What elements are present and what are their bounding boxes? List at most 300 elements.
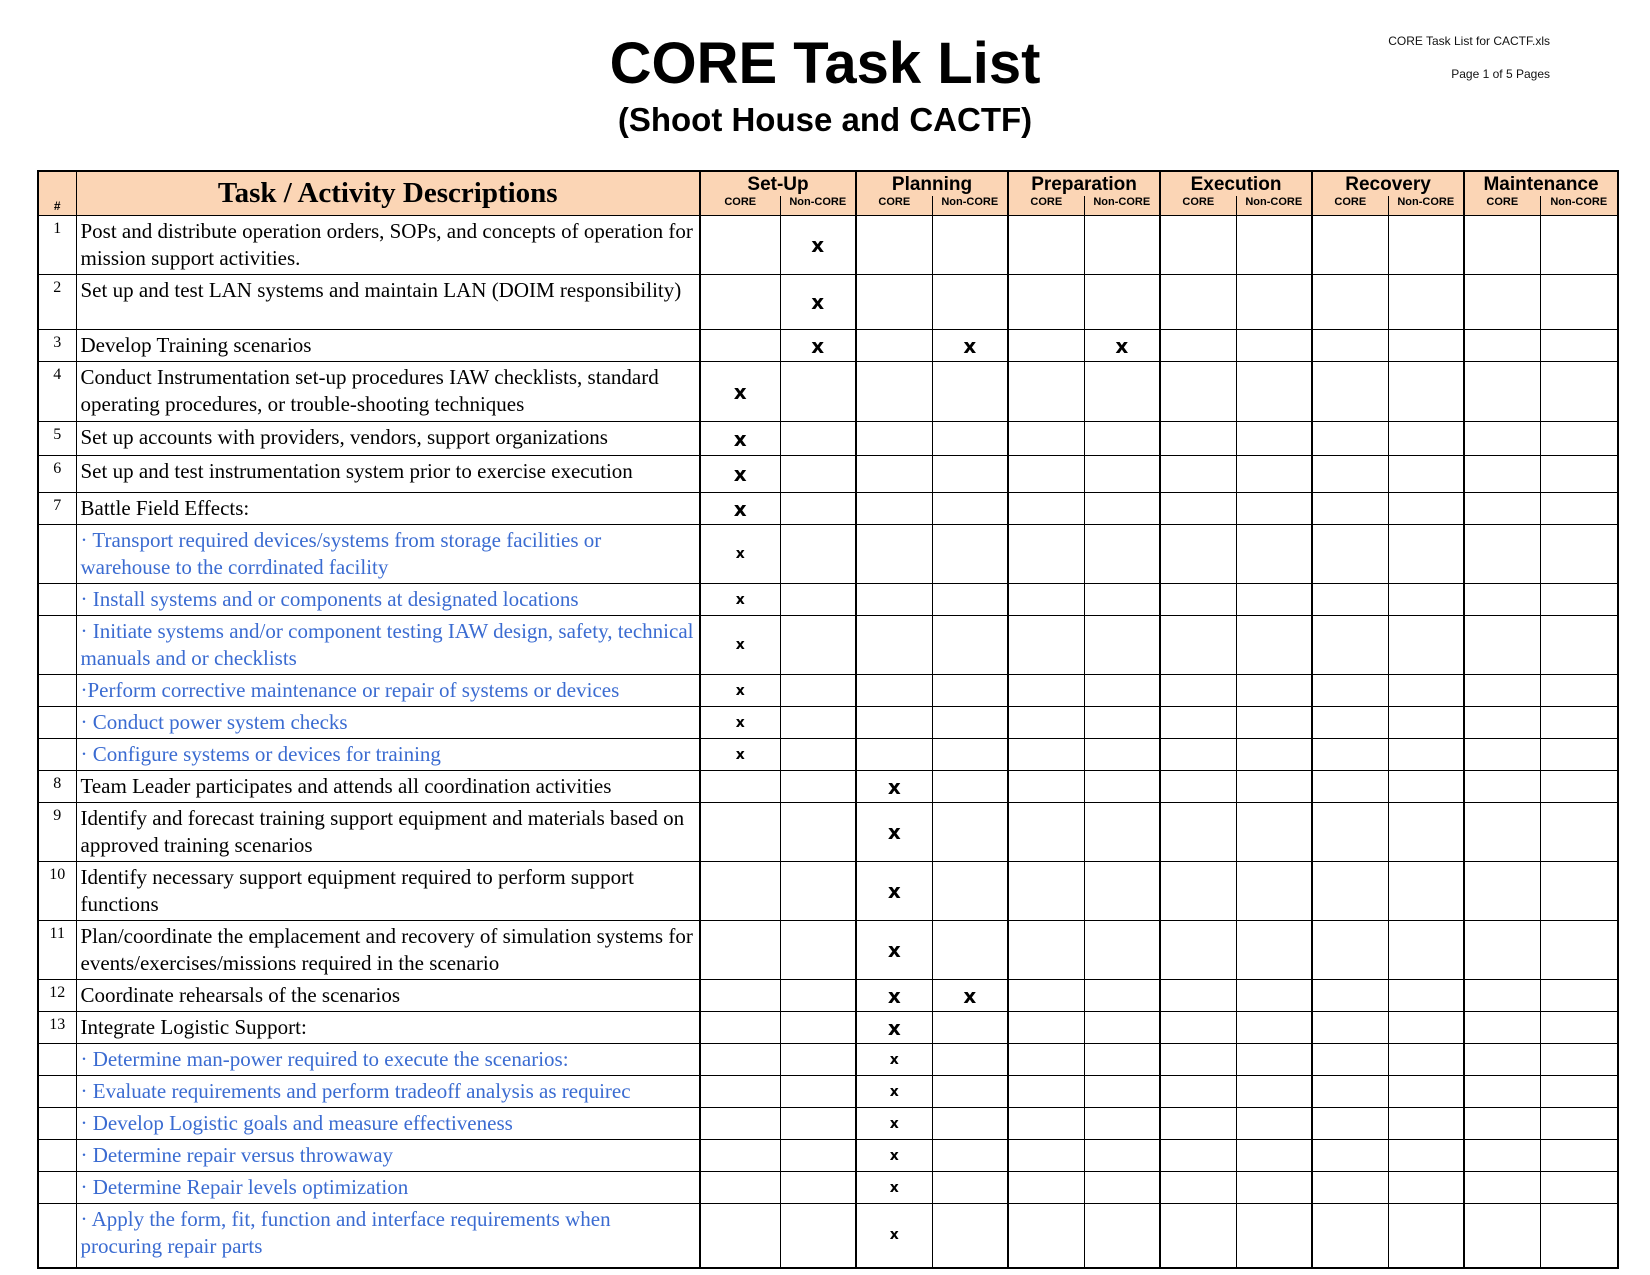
core-mark-cell — [700, 771, 780, 803]
phase-header-setup: Set-Up — [700, 171, 856, 196]
row-number: 11 — [38, 921, 76, 980]
core-mark-cell — [1464, 739, 1540, 771]
table-row — [38, 616, 1618, 675]
core-mark-cell — [1464, 330, 1540, 362]
page-title: CORE Task List — [609, 31, 1041, 96]
noncore-mark-cell — [932, 771, 1008, 803]
noncore-mark-cell — [1540, 275, 1618, 330]
core-mark-cell — [700, 862, 780, 921]
core-subheader: CORE — [1464, 196, 1540, 216]
num-column-header: # — [38, 171, 76, 216]
table-row — [38, 1140, 1618, 1172]
core-mark-cell — [1312, 1108, 1388, 1140]
core-mark-cell — [700, 739, 780, 771]
core-mark-cell — [856, 921, 932, 980]
core-mark-cell — [700, 675, 780, 707]
core-mark-cell — [1312, 422, 1388, 456]
noncore-mark-cell — [932, 803, 1008, 862]
row-number — [38, 1140, 76, 1172]
phase-header-planning: Planning — [856, 171, 1008, 196]
core-mark-cell — [1008, 1204, 1084, 1268]
noncore-subheader: Non-CORE — [1388, 196, 1464, 216]
core-mark-cell — [1008, 1172, 1084, 1204]
core-mark-cell — [1008, 456, 1084, 493]
core-mark-cell — [1160, 616, 1236, 675]
core-mark-cell — [700, 921, 780, 980]
x-mark-icon: x — [889, 1227, 899, 1244]
x-mark-icon: x — [889, 1179, 899, 1196]
noncore-subheader: Non-CORE — [1084, 196, 1160, 216]
noncore-mark-cell — [1236, 675, 1312, 707]
subtask-description: ·Perform corrective maintenance or repair of systems or devices — [76, 675, 700, 707]
noncore-mark-cell — [1236, 1012, 1312, 1044]
task-description: Develop Training scenarios — [76, 330, 700, 362]
core-mark-cell — [1312, 862, 1388, 921]
core-mark-cell — [1008, 216, 1084, 275]
x-mark-icon: x — [735, 682, 745, 699]
noncore-mark-cell — [780, 330, 856, 362]
row-number: 13 — [38, 1012, 76, 1044]
noncore-mark-cell — [1540, 330, 1618, 362]
noncore-mark-cell — [932, 216, 1008, 275]
table-row — [38, 330, 1618, 362]
core-mark-cell — [1160, 862, 1236, 921]
row-number — [38, 1076, 76, 1108]
core-mark-cell — [1008, 707, 1084, 739]
x-mark-icon: x — [733, 379, 747, 404]
noncore-mark-cell — [780, 1044, 856, 1076]
core-mark-cell — [1008, 616, 1084, 675]
task-description: Post and distribute operation orders, SOPs, and concepts of operation for mission support activities. — [76, 216, 700, 275]
subtask-description: · Apply the form, fit, function and interface requirements when procuring repair parts — [76, 1204, 700, 1268]
core-mark-cell — [1464, 675, 1540, 707]
noncore-mark-cell — [932, 1076, 1008, 1108]
x-mark-icon: x — [733, 426, 747, 451]
core-mark-cell — [1160, 1140, 1236, 1172]
table-row — [38, 771, 1618, 803]
core-mark-cell — [1008, 362, 1084, 422]
table-row — [38, 921, 1618, 980]
noncore-mark-cell — [780, 803, 856, 862]
x-mark-icon: x — [887, 938, 901, 962]
noncore-mark-cell — [1084, 1172, 1160, 1204]
task-table — [37, 170, 1619, 1269]
core-mark-cell — [700, 803, 780, 862]
core-mark-cell — [856, 1204, 932, 1268]
noncore-mark-cell — [1236, 739, 1312, 771]
core-mark-cell — [1160, 921, 1236, 980]
noncore-subheader: Non-CORE — [780, 196, 856, 216]
task-description: Integrate Logistic Support: — [76, 1012, 700, 1044]
core-mark-cell — [1008, 422, 1084, 456]
core-mark-cell — [856, 1012, 932, 1044]
core-mark-cell — [856, 1076, 932, 1108]
noncore-mark-cell — [1540, 803, 1618, 862]
noncore-mark-cell — [780, 584, 856, 616]
phase-header-preparation: Preparation — [1008, 171, 1160, 196]
core-mark-cell — [1008, 275, 1084, 330]
core-mark-cell — [1464, 1140, 1540, 1172]
noncore-subheader: Non-CORE — [932, 196, 1008, 216]
noncore-mark-cell — [780, 675, 856, 707]
core-mark-cell — [700, 456, 780, 493]
table-row — [38, 1044, 1618, 1076]
noncore-mark-cell — [1084, 584, 1160, 616]
core-mark-cell — [856, 803, 932, 862]
core-mark-cell — [700, 707, 780, 739]
noncore-mark-cell — [1388, 1108, 1464, 1140]
noncore-mark-cell — [1388, 675, 1464, 707]
table-row — [38, 1012, 1618, 1044]
noncore-mark-cell — [932, 584, 1008, 616]
noncore-mark-cell — [1236, 584, 1312, 616]
noncore-mark-cell — [780, 1140, 856, 1172]
task-description: Set up accounts with providers, vendors, support organizations — [76, 422, 700, 456]
task-description: Coordinate rehearsals of the scenarios — [76, 980, 700, 1012]
noncore-mark-cell — [1540, 1140, 1618, 1172]
core-mark-cell — [1160, 1172, 1236, 1204]
noncore-mark-cell — [1084, 422, 1160, 456]
noncore-mark-cell — [1236, 275, 1312, 330]
noncore-mark-cell — [1540, 456, 1618, 493]
core-mark-cell — [1160, 675, 1236, 707]
noncore-mark-cell — [1084, 1140, 1160, 1172]
noncore-mark-cell — [1084, 1044, 1160, 1076]
core-mark-cell — [856, 422, 932, 456]
noncore-mark-cell — [1236, 1108, 1312, 1140]
noncore-mark-cell — [780, 1076, 856, 1108]
core-mark-cell — [700, 1012, 780, 1044]
core-mark-cell — [1464, 921, 1540, 980]
noncore-mark-cell — [780, 739, 856, 771]
core-mark-cell — [856, 739, 932, 771]
noncore-mark-cell — [1236, 1140, 1312, 1172]
core-mark-cell — [1312, 1076, 1388, 1108]
core-mark-cell — [1464, 1044, 1540, 1076]
core-mark-cell — [700, 525, 780, 584]
core-mark-cell — [700, 1140, 780, 1172]
core-mark-cell — [1160, 707, 1236, 739]
core-mark-cell — [856, 862, 932, 921]
noncore-mark-cell — [1540, 980, 1618, 1012]
noncore-subheader: Non-CORE — [1236, 196, 1312, 216]
noncore-mark-cell — [1540, 422, 1618, 456]
phase-header-maintenance: Maintenance — [1464, 171, 1618, 196]
noncore-mark-cell — [1084, 362, 1160, 422]
noncore-mark-cell — [1236, 525, 1312, 584]
noncore-mark-cell — [1388, 584, 1464, 616]
noncore-mark-cell — [1540, 216, 1618, 275]
noncore-mark-cell — [1388, 1076, 1464, 1108]
core-subheader: CORE — [1008, 196, 1084, 216]
subtask-description: · Determine Repair levels optimization — [76, 1172, 700, 1204]
noncore-mark-cell — [1236, 1076, 1312, 1108]
core-mark-cell — [1008, 584, 1084, 616]
core-mark-cell — [1312, 739, 1388, 771]
noncore-subheader: Non-CORE — [1540, 196, 1618, 216]
task-description: Identify necessary support equipment required to perform support functions — [76, 862, 700, 921]
noncore-mark-cell — [1388, 330, 1464, 362]
core-mark-cell — [1008, 771, 1084, 803]
noncore-mark-cell — [932, 1172, 1008, 1204]
header-row-groups — [38, 171, 1618, 196]
table-row — [38, 739, 1618, 771]
core-mark-cell — [1008, 1044, 1084, 1076]
core-mark-cell — [1160, 330, 1236, 362]
x-mark-icon: x — [811, 290, 825, 314]
core-mark-cell — [1464, 584, 1540, 616]
row-number — [38, 584, 76, 616]
subtask-description: · Determine man-power required to execute the scenarios: — [76, 1044, 700, 1076]
core-mark-cell — [1008, 921, 1084, 980]
core-mark-cell — [856, 616, 932, 675]
table-row — [38, 456, 1618, 493]
core-mark-cell — [1464, 1012, 1540, 1044]
noncore-mark-cell — [932, 675, 1008, 707]
x-mark-icon: x — [735, 714, 745, 731]
x-mark-icon: x — [811, 333, 825, 358]
core-mark-cell — [1160, 275, 1236, 330]
core-mark-cell — [1160, 1204, 1236, 1268]
noncore-mark-cell — [1540, 584, 1618, 616]
noncore-mark-cell — [780, 422, 856, 456]
core-subheader: CORE — [856, 196, 932, 216]
noncore-mark-cell — [1084, 862, 1160, 921]
noncore-mark-cell — [932, 422, 1008, 456]
noncore-mark-cell — [780, 771, 856, 803]
table-row — [38, 675, 1618, 707]
core-mark-cell — [1008, 1140, 1084, 1172]
noncore-mark-cell — [1084, 493, 1160, 525]
x-mark-icon: x — [889, 1051, 899, 1068]
row-number — [38, 1204, 76, 1268]
core-mark-cell — [1312, 493, 1388, 525]
row-number — [38, 1044, 76, 1076]
x-mark-icon: x — [889, 1115, 899, 1132]
noncore-mark-cell — [1236, 707, 1312, 739]
noncore-mark-cell — [1388, 1044, 1464, 1076]
noncore-mark-cell — [1084, 616, 1160, 675]
core-mark-cell — [1464, 980, 1540, 1012]
core-mark-cell — [1160, 1076, 1236, 1108]
core-mark-cell — [1312, 1140, 1388, 1172]
noncore-mark-cell — [1084, 980, 1160, 1012]
noncore-mark-cell — [1388, 739, 1464, 771]
core-mark-cell — [1312, 456, 1388, 493]
core-mark-cell — [1008, 675, 1084, 707]
core-mark-cell — [1160, 739, 1236, 771]
row-number — [38, 1108, 76, 1140]
noncore-mark-cell — [1388, 771, 1464, 803]
noncore-mark-cell — [932, 1140, 1008, 1172]
x-mark-icon: x — [733, 462, 747, 486]
table-row — [38, 803, 1618, 862]
core-mark-cell — [700, 330, 780, 362]
core-mark-cell — [1008, 1108, 1084, 1140]
noncore-mark-cell — [1084, 1204, 1160, 1268]
row-number — [38, 739, 76, 771]
noncore-mark-cell — [1388, 921, 1464, 980]
noncore-mark-cell — [1388, 1012, 1464, 1044]
noncore-mark-cell — [1084, 1108, 1160, 1140]
core-mark-cell — [1464, 771, 1540, 803]
row-number: 7 — [38, 493, 76, 525]
noncore-mark-cell — [1236, 422, 1312, 456]
noncore-mark-cell — [1084, 456, 1160, 493]
noncore-mark-cell — [1388, 1140, 1464, 1172]
noncore-mark-cell — [932, 1108, 1008, 1140]
core-mark-cell — [1312, 275, 1388, 330]
core-mark-cell — [1312, 1204, 1388, 1268]
core-mark-cell — [700, 362, 780, 422]
table-row — [38, 1172, 1618, 1204]
subtask-description: · Evaluate requirements and perform tradeoff analysis as requirec — [76, 1076, 700, 1108]
core-mark-cell — [1312, 707, 1388, 739]
x-mark-icon: x — [887, 820, 901, 844]
table-row — [38, 362, 1618, 422]
noncore-mark-cell — [1540, 1108, 1618, 1140]
core-mark-cell — [1312, 1044, 1388, 1076]
core-mark-cell — [1312, 330, 1388, 362]
core-mark-cell — [700, 980, 780, 1012]
table-row — [38, 1108, 1618, 1140]
noncore-mark-cell — [1388, 216, 1464, 275]
noncore-mark-cell — [780, 862, 856, 921]
x-mark-icon: x — [887, 879, 901, 903]
noncore-mark-cell — [1084, 675, 1160, 707]
core-mark-cell — [856, 584, 932, 616]
table-row — [38, 1076, 1618, 1108]
noncore-mark-cell — [1388, 862, 1464, 921]
noncore-mark-cell — [1540, 707, 1618, 739]
noncore-mark-cell — [1540, 1012, 1618, 1044]
core-mark-cell — [1312, 584, 1388, 616]
noncore-mark-cell — [932, 862, 1008, 921]
table-row — [38, 493, 1618, 525]
core-mark-cell — [700, 216, 780, 275]
noncore-mark-cell — [1236, 862, 1312, 921]
task-description: Conduct Instrumentation set-up procedures IAW checklists, standard operating procedures, or trouble-shooting techniques — [76, 362, 700, 422]
noncore-mark-cell — [932, 1012, 1008, 1044]
noncore-mark-cell — [780, 707, 856, 739]
noncore-mark-cell — [1084, 707, 1160, 739]
subtask-description: · Develop Logistic goals and measure effectiveness — [76, 1108, 700, 1140]
noncore-mark-cell — [780, 1172, 856, 1204]
core-mark-cell — [1160, 584, 1236, 616]
task-description: Set up and test LAN systems and maintain LAN (DOIM responsibility) — [76, 275, 700, 330]
page-info: Page 1 of 5 Pages — [1451, 67, 1550, 81]
core-mark-cell — [856, 493, 932, 525]
core-mark-cell — [1464, 1204, 1540, 1268]
noncore-mark-cell — [932, 739, 1008, 771]
core-mark-cell — [1312, 616, 1388, 675]
noncore-mark-cell — [1084, 1076, 1160, 1108]
core-subheader: CORE — [1312, 196, 1388, 216]
noncore-mark-cell — [1388, 1172, 1464, 1204]
row-number: 3 — [38, 330, 76, 362]
subtask-description: · Initiate systems and/or component testing IAW design, safety, technical manuals and or checklists — [76, 616, 700, 675]
noncore-mark-cell — [1388, 616, 1464, 675]
core-mark-cell — [1464, 362, 1540, 422]
noncore-mark-cell — [1540, 771, 1618, 803]
noncore-mark-cell — [1388, 456, 1464, 493]
noncore-mark-cell — [1236, 980, 1312, 1012]
core-mark-cell — [1160, 362, 1236, 422]
noncore-mark-cell — [1540, 1204, 1618, 1268]
core-mark-cell — [1008, 525, 1084, 584]
noncore-mark-cell — [780, 1012, 856, 1044]
noncore-mark-cell — [1388, 493, 1464, 525]
noncore-mark-cell — [780, 525, 856, 584]
core-mark-cell — [856, 707, 932, 739]
core-mark-cell — [1464, 707, 1540, 739]
noncore-mark-cell — [932, 707, 1008, 739]
x-mark-icon: x — [963, 333, 977, 358]
table-row — [38, 980, 1618, 1012]
noncore-mark-cell — [932, 1204, 1008, 1268]
noncore-mark-cell — [1236, 803, 1312, 862]
table-row — [38, 422, 1618, 456]
noncore-mark-cell — [1084, 216, 1160, 275]
core-mark-cell — [1008, 739, 1084, 771]
core-mark-cell — [856, 330, 932, 362]
noncore-mark-cell — [1540, 675, 1618, 707]
core-mark-cell — [1160, 803, 1236, 862]
noncore-mark-cell — [1236, 330, 1312, 362]
core-mark-cell — [1312, 362, 1388, 422]
core-mark-cell — [1160, 771, 1236, 803]
core-mark-cell — [1312, 216, 1388, 275]
core-mark-cell — [856, 980, 932, 1012]
core-mark-cell — [856, 275, 932, 330]
table-row — [38, 1204, 1618, 1268]
core-mark-cell — [1464, 1172, 1540, 1204]
core-mark-cell — [1160, 1044, 1236, 1076]
x-mark-icon: x — [735, 546, 745, 562]
row-number: 6 — [38, 456, 76, 493]
noncore-mark-cell — [1540, 862, 1618, 921]
noncore-mark-cell — [1236, 1044, 1312, 1076]
subtask-description: · Install systems and or components at designated locations — [76, 584, 700, 616]
x-mark-icon: x — [735, 591, 745, 608]
x-mark-icon: x — [963, 983, 977, 1008]
core-mark-cell — [1008, 1076, 1084, 1108]
noncore-mark-cell — [780, 1204, 856, 1268]
core-mark-cell — [1312, 921, 1388, 980]
core-mark-cell — [1464, 1076, 1540, 1108]
page-subtitle: (Shoot House and CACTF) — [617, 101, 1033, 138]
noncore-mark-cell — [1236, 921, 1312, 980]
row-number — [38, 1172, 76, 1204]
noncore-mark-cell — [1236, 771, 1312, 803]
noncore-mark-cell — [780, 980, 856, 1012]
x-mark-icon: x — [889, 1147, 899, 1164]
noncore-mark-cell — [1084, 1012, 1160, 1044]
noncore-mark-cell — [1540, 616, 1618, 675]
core-mark-cell — [856, 216, 932, 275]
noncore-mark-cell — [1084, 771, 1160, 803]
noncore-mark-cell — [1540, 1044, 1618, 1076]
noncore-mark-cell — [932, 616, 1008, 675]
noncore-mark-cell — [1236, 362, 1312, 422]
noncore-mark-cell — [1236, 1204, 1312, 1268]
row-number: 12 — [38, 980, 76, 1012]
task-description: Identify and forecast training support equipment and materials based on approved training scenarios — [76, 803, 700, 862]
core-mark-cell — [856, 771, 932, 803]
noncore-mark-cell — [1388, 525, 1464, 584]
core-mark-cell — [700, 275, 780, 330]
noncore-mark-cell — [1540, 921, 1618, 980]
